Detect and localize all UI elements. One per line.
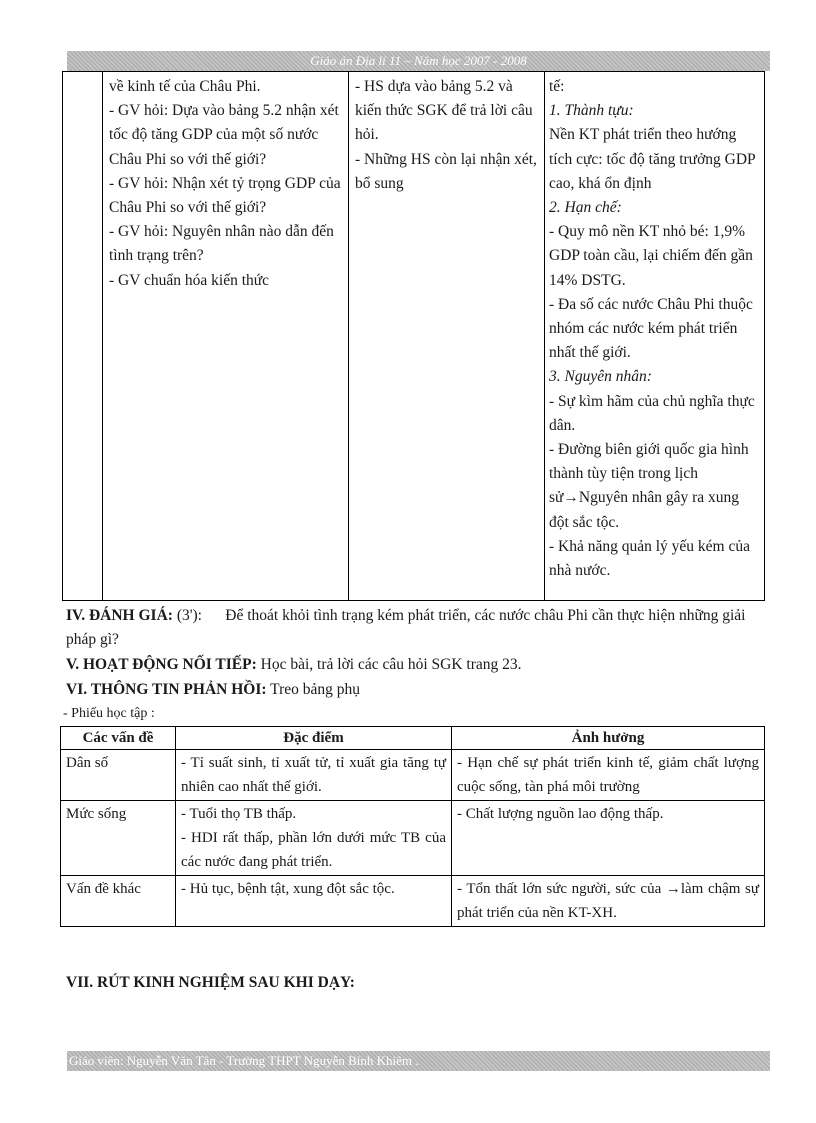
worksheet-label: - Phiếu học tập : (63, 706, 155, 721)
features-cell (176, 876, 452, 927)
content-intro: tế: (549, 78, 565, 95)
issue-cell: Dân số (61, 750, 176, 801)
issue-cell: Mức sống (61, 801, 176, 876)
limits-item: - Quy mô nền KT nhỏ bé: 1,9% GDP toàn cầu, lại chiếm đến gần 14% DSTG. (549, 223, 753, 289)
limits-item: - Đa số các nước Châu Phi thuộc nhóm các nước kém phát triển nhất thế giới. (549, 295, 753, 362)
header-issues: Các vấn đề (61, 727, 176, 750)
impact-line: - Hạn chế sự phát triển kinh tế, giảm chất lượng cuộc sống, tàn phá môi trường (457, 755, 759, 795)
achievements-title: 1. Thành tựu: (549, 102, 634, 120)
section-followup-title: V. HOẠT ĐỘNG NỐI TIẾP: (66, 656, 257, 673)
causes-title: 3. Nguyên nhân: (549, 368, 652, 386)
features-cell (176, 750, 452, 801)
causes-item: - Sự kìm hãm của chủ nghĩa thực dân. (549, 392, 755, 434)
section-assessment-time: (3'): (176, 607, 202, 624)
features-cell (176, 801, 452, 876)
impact-cell (452, 750, 765, 801)
section-followup (66, 653, 772, 677)
section-followup-text: Học bài, trả lời các câu hỏi SGK trang 23. (260, 656, 522, 673)
page-footer: Giáo viên: Nguyễn Văn Tân - Trường THPT Nguyễn Bỉnh Khiêm . (67, 1051, 770, 1071)
causes-item: - Đường biên giới quốc gia hình thành tùy tiện trong lịch sử→Nguyên nhân gây ra xung đột sắc tộc. (549, 441, 749, 531)
table-row (61, 750, 765, 801)
teacher-line: - GV hỏi: Nhận xét tỷ trọng GDP của Châu Phi so với thế giới? (109, 174, 341, 217)
page-header: Giáo án Địa lí 11 – Năm học 2007 - 2008 (67, 51, 770, 71)
lesson-activity-table (62, 71, 765, 601)
teacher-line: về kinh tế của Châu Phi. (109, 78, 261, 95)
teacher-line: - GV hỏi: Nguyên nhân nào dẫn đến tình trạng trên? (109, 223, 334, 265)
lesson-content-column (545, 72, 764, 600)
section-feedback-text: Treo bảng phụ (270, 681, 360, 698)
header-features: Đặc điểm (176, 727, 452, 750)
impact-cell (452, 876, 765, 927)
section-assessment (66, 604, 772, 652)
teacher-activity-column (103, 72, 349, 600)
feature-line: - Tuổi thọ TB thấp. (181, 806, 297, 822)
section-reflection-title: VII. RÚT KINH NGHIỆM SAU KHI DẠY: (66, 974, 355, 991)
limits-title: 2. Hạn chế: (549, 199, 622, 217)
impact-line: - Tổn thất lớn sức người, sức của →làm chậm sự phát triển của nền KT-XH. (457, 881, 759, 921)
worksheet-table (60, 726, 765, 927)
student-line: - Những HS còn lại nhận xét, bổ sung (355, 150, 537, 192)
student-activity-column (349, 72, 545, 600)
impact-cell (452, 801, 765, 876)
feature-line: - Hủ tục, bệnh tật, xung đột sắc tộc. (181, 881, 395, 897)
table-row (61, 801, 765, 876)
section-feedback (66, 678, 772, 702)
feature-line: - Tỉ suất sinh, tỉ xuất tử, tỉ xuất gia tăng tự nhiên cao nhất thế giới. (181, 755, 446, 795)
issue-cell: Vấn đề khác (61, 876, 176, 927)
section-feedback-title: VI. THÔNG TIN PHẢN HỒI: (66, 681, 267, 698)
student-line: - HS dựa vào bảng 5.2 và kiến thức SGK để trả lời câu hỏi. (355, 78, 533, 144)
section-assessment-title: IV. ĐÁNH GIÁ: (66, 607, 173, 624)
table-row (61, 876, 765, 927)
activity-number-column (63, 72, 103, 600)
section-assessment-text: Để thoát khỏi tình trạng kém phát triển, các nước châu Phi cần thực hiện những giải pháp gì? (66, 607, 746, 648)
feature-line: - HDI rất thấp, phần lớn dưới mức TB của các nước đang phát triển. (181, 830, 446, 870)
header-impact: Ảnh hưởng (452, 727, 765, 750)
impact-line: - Chất lượng nguồn lao động thấp. (457, 806, 664, 822)
achievements-text: Nền KT phát triển theo hướng tích cực: tốc độ tăng trưởng GDP cao, khá ổn định (549, 126, 756, 192)
teacher-line: - GV chuẩn hóa kiến thức (109, 271, 270, 289)
worksheet-header-row (61, 727, 765, 750)
causes-item: - Khả năng quản lý yếu kém của nhà nước. (549, 537, 751, 580)
teacher-line: - GV hỏi: Dựa vào bảng 5.2 nhận xét tốc độ tăng GDP của một số nước Châu Phi so với thế giới? (109, 102, 339, 168)
